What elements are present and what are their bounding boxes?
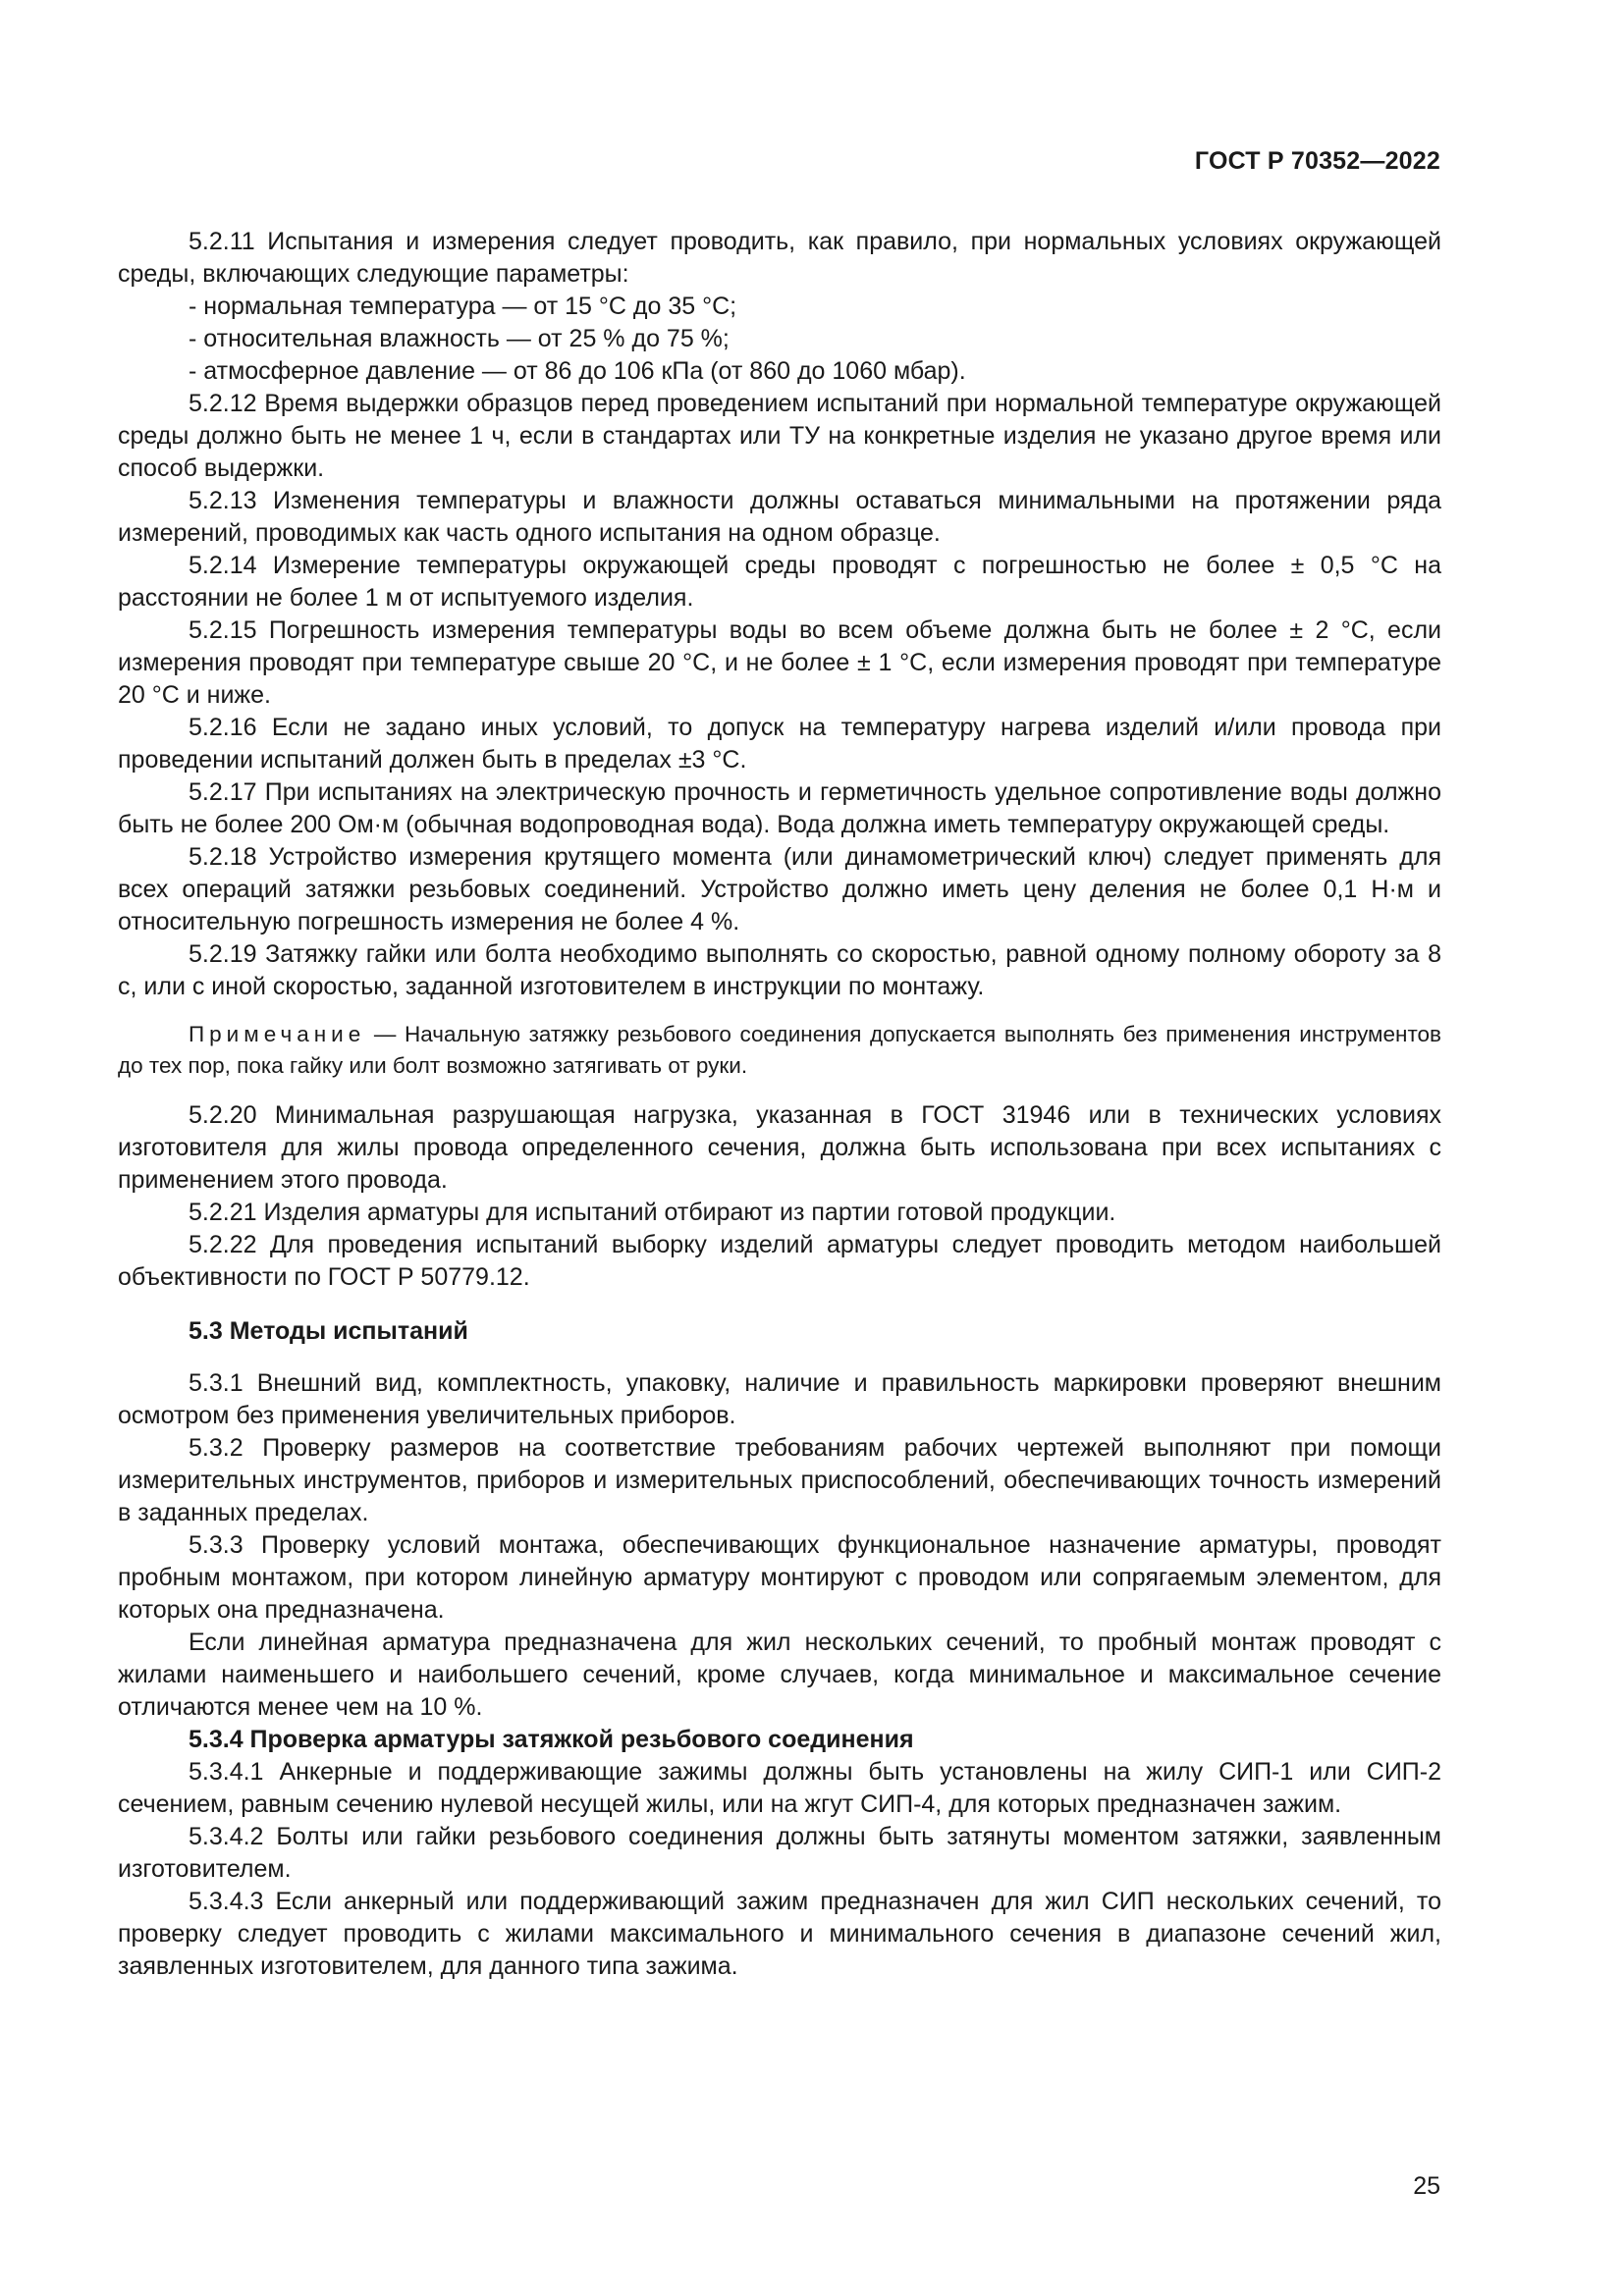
list-item: - нормальная температура — от 15 °С до 35 °С;: [189, 293, 737, 320]
note: [118, 1019, 1441, 1082]
paragraph-5-3-2: 5.3.2 Проверку размеров на соответствие требованиям рабочих чертежей выполняют при помощи измерительных инструментов, приборов и измерительных приспособлений, обеспечивающих точность измерений в заданных пределах.: [118, 1434, 1441, 1526]
document-body: [118, 226, 1441, 1983]
paragraph-5-2-17: 5.2.17 При испытаниях на электрическую прочность и герметичность удельное сопротивление воды должно быть не более 200 Ом·м (обычная водопроводная вода). Вода должна иметь температуру окружающей среды.: [118, 778, 1441, 838]
subsection-heading-5-3-4: 5.3.4 Проверка арматуры затяжкой резьбового соединения: [189, 1726, 914, 1753]
paragraph-5-3-1: 5.3.1 Внешний вид, комплектность, упаковку, наличие и правильность маркировки проверяют внешним осмотром без применения увеличительных приборов.: [118, 1369, 1441, 1429]
paragraph-5-2-11: 5.2.11 Испытания и измерения следует проводить, как правило, при нормальных условиях окружающей среды, включающих следующие параметры:: [118, 228, 1441, 288]
list-item: - относительная влажность — от 25 % до 75 %;: [189, 325, 730, 352]
paragraph-5-3-3-continuation: Если линейная арматура предназначена для жил нескольких сечений, то пробный монтаж проводят с жилами наименьшего и наибольшего сечений, кроме случаев, когда минимальное и максимальное сечение отличаются менее чем на 10 %.: [118, 1629, 1441, 1721]
document-header: ГОСТ Р 70352—2022: [1194, 147, 1440, 175]
page-number: 25: [1413, 2172, 1440, 2200]
paragraph-5-2-16: 5.2.16 Если не задано иных условий, то допуск на температуру нагрева изделий и/или провода при проведении испытаний должен быть в пределах ±3 °С.: [118, 714, 1441, 774]
paragraph-5-3-4-1: 5.3.4.1 Анкерные и поддерживающие зажимы должны быть установлены на жилу СИП-1 или СИП-2 сечением, равным сечению нулевой несущей жилы, или на жгут СИП-4, для которых предназначен зажим.: [118, 1758, 1441, 1818]
paragraph-5-3-3: 5.3.3 Проверку условий монтажа, обеспечивающих функциональное назначение арматуры, проводят пробным монтажом, при котором линейную арматуру монтируют с проводом или сопрягаемым элементом, для которых она предназначена.: [118, 1531, 1441, 1624]
note-label: Примечание: [189, 1022, 366, 1046]
paragraph-5-2-19: 5.2.19 Затяжку гайки или болта необходимо выполнять со скоростью, равной одному полному обороту за 8 с, или с иной скоростью, заданной изготовителем в инструкции по монтажу.: [118, 940, 1441, 1000]
paragraph-5-2-21: 5.2.21 Изделия арматуры для испытаний отбирают из партии готовой продукции.: [189, 1199, 1116, 1226]
list-item: - атмосферное давление — от 86 до 106 кПа (от 860 до 1060 мбар).: [189, 357, 966, 385]
paragraph-5-2-15: 5.2.15 Погрешность измерения температуры воды во всем объеме должна быть не более ± 2 °С, если измерения проводят при температуре свыше 20 °С, и не более ± 1 °С, если измерения проводят при температуре 20 °С и ниже.: [118, 616, 1441, 709]
paragraph-5-3-4-2: 5.3.4.2 Болты или гайки резьбового соединения должны быть затянуты моментом затяжки, заявленным изготовителем.: [118, 1823, 1441, 1883]
paragraph-5-2-18: 5.2.18 Устройство измерения крутящего момента (или динамометрический ключ) следует применять для всех операций затяжки резьбовых соединений. Устройство должно иметь цену деления не более 0,1 Н·м и относительную погрешность измерения не более 4 %.: [118, 843, 1441, 935]
section-heading-5-3: 5.3 Методы испытаний: [189, 1317, 468, 1345]
paragraph-5-2-13: 5.2.13 Изменения температуры и влажности должны оставаться минимальными на протяжении ряда измерений, проводимых как часть одного испытания на одном образце.: [118, 487, 1441, 547]
paragraph-5-2-22: 5.2.22 Для проведения испытаний выборку изделий арматуры следует проводить методом наибольшей объективности по ГОСТ Р 50779.12.: [118, 1231, 1441, 1291]
paragraph-5-2-12: 5.2.12 Время выдержки образцов перед проведением испытаний при нормальной температуре окружающей среды должно быть не менее 1 ч, если в стандартах или ТУ на конкретные изделия не указано другое время или способ выдержки.: [118, 390, 1441, 482]
paragraph-5-2-20: 5.2.20 Минимальная разрушающая нагрузка, указанная в ГОСТ 31946 или в технических условиях изготовителя для жилы провода определенного сечения, должна быть использована при всех испытаниях с применением этого провода.: [118, 1101, 1441, 1194]
note-text: — Начальную затяжку резьбового соединения допускается выполнять без применения инструментов до тех пор, пока гайку или болт возможно затягивать от руки.: [118, 1022, 1441, 1078]
paragraph-5-2-14: 5.2.14 Измерение температуры окружающей среды проводят с погрешностью не более ± 0,5 °С на расстоянии не более 1 м от испытуемого изделия.: [118, 552, 1441, 612]
paragraph-5-3-4-3: 5.3.4.3 Если анкерный или поддерживающий зажим предназначен для жил СИП нескольких сечений, то проверку следует проводить с жилами максимального и минимального сечения в диапазоне сечений жил, заявленных изготовителем, для данного типа зажима.: [118, 1888, 1441, 1980]
